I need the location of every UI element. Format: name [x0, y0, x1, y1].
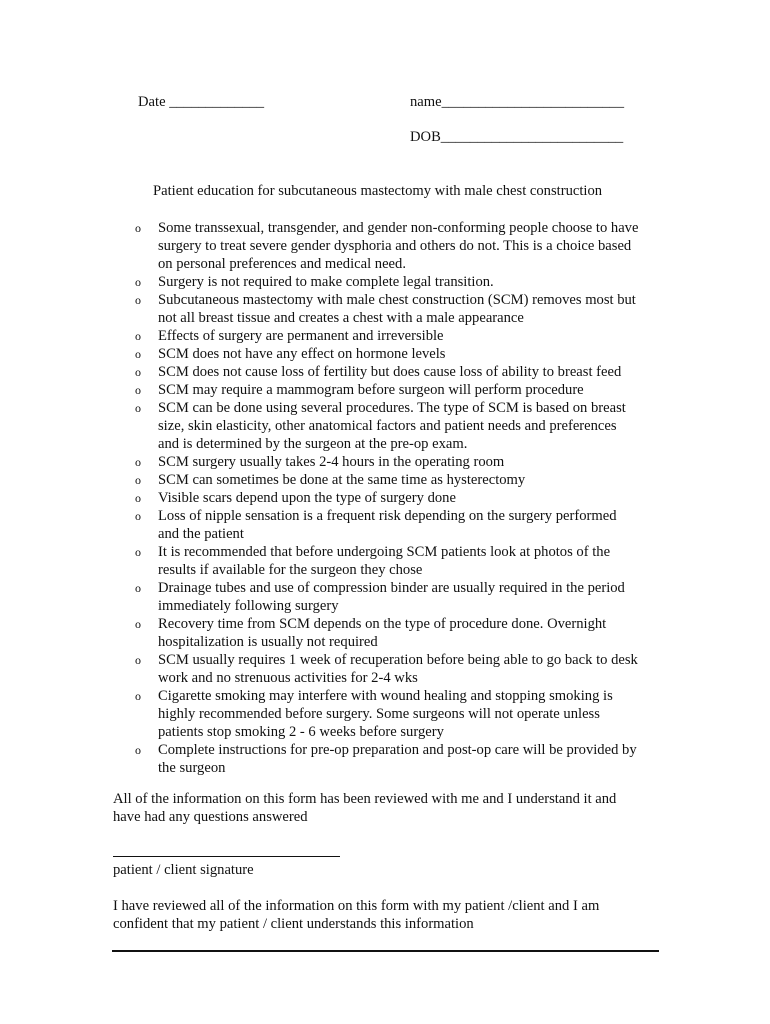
list-item	[135, 453, 665, 471]
list-item	[135, 327, 665, 345]
document-title: Patient education for subcutaneous mastectomy with male chest construction	[153, 183, 603, 199]
list-item	[135, 489, 665, 507]
list-item-text: Loss of nipple sensation is a frequent risk depending on the surgery performed and the patient	[158, 508, 617, 542]
list-item	[135, 615, 665, 651]
list-item	[135, 579, 665, 615]
provider-review-statement: I have reviewed all of the information on this form with my patient /client and I am confident that my patient / client understands this information	[113, 898, 600, 932]
bullet-marker-icon: o	[135, 401, 141, 415]
list-item	[135, 543, 665, 579]
list-item-text: SCM surgery usually takes 2-4 hours in the operating room	[158, 454, 505, 470]
list-item-text: Drainage tubes and use of compression binder are usually required in the period immediately following surgery	[158, 580, 625, 614]
list-item-text: Surgery is not required to make complete legal transition.	[158, 274, 494, 290]
bullet-marker-icon: o	[135, 347, 141, 361]
patient-review-statement: All of the information on this form has been reviewed with me and I understand it and have had any questions answered	[113, 791, 617, 825]
bullet-marker-icon: o	[135, 383, 141, 397]
list-item-text: SCM may require a mammogram before surgeon will perform procedure	[158, 382, 584, 398]
list-item-text: SCM does not have any effect on hormone levels	[158, 346, 446, 362]
bullet-marker-icon: o	[135, 581, 141, 595]
bullet-marker-icon: o	[135, 653, 141, 667]
list-item-text: SCM can be done using several procedures. The type of SCM is based on breast size, skin elasticity, other anatomical factors and patient needs and preferences and is determined by the surgeon at the pre-op exam.	[158, 400, 626, 452]
list-item-text: Visible scars depend upon the type of surgery done	[158, 490, 456, 506]
list-item-text: Subcutaneous mastectomy with male chest construction (SCM) removes most but not all breast tissue and creates a chest with a male appearance	[158, 292, 636, 326]
list-item-text: Complete instructions for pre-op preparation and post-op care will be provided by the surgeon	[158, 742, 637, 776]
list-item	[135, 507, 665, 543]
name-field-label: name_________________________	[410, 94, 625, 110]
bullet-marker-icon: o	[135, 455, 141, 469]
list-item	[135, 471, 665, 489]
bottom-divider	[112, 950, 659, 952]
list-item	[135, 381, 665, 399]
list-item-text: It is recommended that before undergoing SCM patients look at photos of the results if available for the surgeon they chose	[158, 544, 611, 578]
bullet-marker-icon: o	[135, 275, 141, 289]
signature-label: patient / client signature	[113, 862, 254, 878]
list-item	[135, 273, 665, 291]
list-item-text: SCM can sometimes be done at the same time as hysterectomy	[158, 472, 526, 488]
list-item	[135, 219, 665, 273]
bullet-marker-icon: o	[135, 491, 141, 505]
bullet-marker-icon: o	[135, 473, 141, 487]
dob-field-label: DOB_________________________	[410, 129, 624, 145]
list-item-text: SCM usually requires 1 week of recuperation before being able to go back to desk work and no strenuous activities for 2-4 wks	[158, 652, 638, 686]
list-item-text: Cigarette smoking may interfere with wound healing and stopping smoking is highly recommended before surgery. Some surgeons will not operate unless patients stop smoking 2 - 6 weeks before surgery	[158, 688, 613, 740]
list-item-text: Effects of surgery are permanent and irreversible	[158, 328, 444, 344]
bullet-marker-icon: o	[135, 545, 141, 559]
list-item	[135, 345, 665, 363]
list-item-text: SCM does not cause loss of fertility but does cause loss of ability to breast feed	[158, 364, 622, 380]
bullet-marker-icon: o	[135, 221, 141, 235]
bullet-marker-icon: o	[135, 689, 141, 703]
list-item-text: Recovery time from SCM depends on the type of procedure done. Overnight hospitalization is usually not required	[158, 616, 607, 650]
list-item	[135, 651, 665, 687]
bullet-marker-icon: o	[135, 509, 141, 523]
list-item	[135, 687, 665, 741]
education-bullet-list	[135, 219, 665, 777]
signature-line	[113, 856, 340, 857]
list-item-text: Some transsexual, transgender, and gender non-conforming people choose to have surgery to treat severe gender dysphoria and others do not. This is a choice based on personal preferences and medical need.	[158, 220, 639, 272]
list-item	[135, 399, 665, 453]
bullet-marker-icon: o	[135, 617, 141, 631]
list-item	[135, 363, 665, 381]
list-item	[135, 291, 665, 327]
date-field-label: Date _____________	[138, 94, 265, 110]
list-item	[135, 741, 665, 777]
bullet-marker-icon: o	[135, 293, 141, 307]
bullet-marker-icon: o	[135, 329, 141, 343]
bullet-marker-icon: o	[135, 743, 141, 757]
bullet-marker-icon: o	[135, 365, 141, 379]
